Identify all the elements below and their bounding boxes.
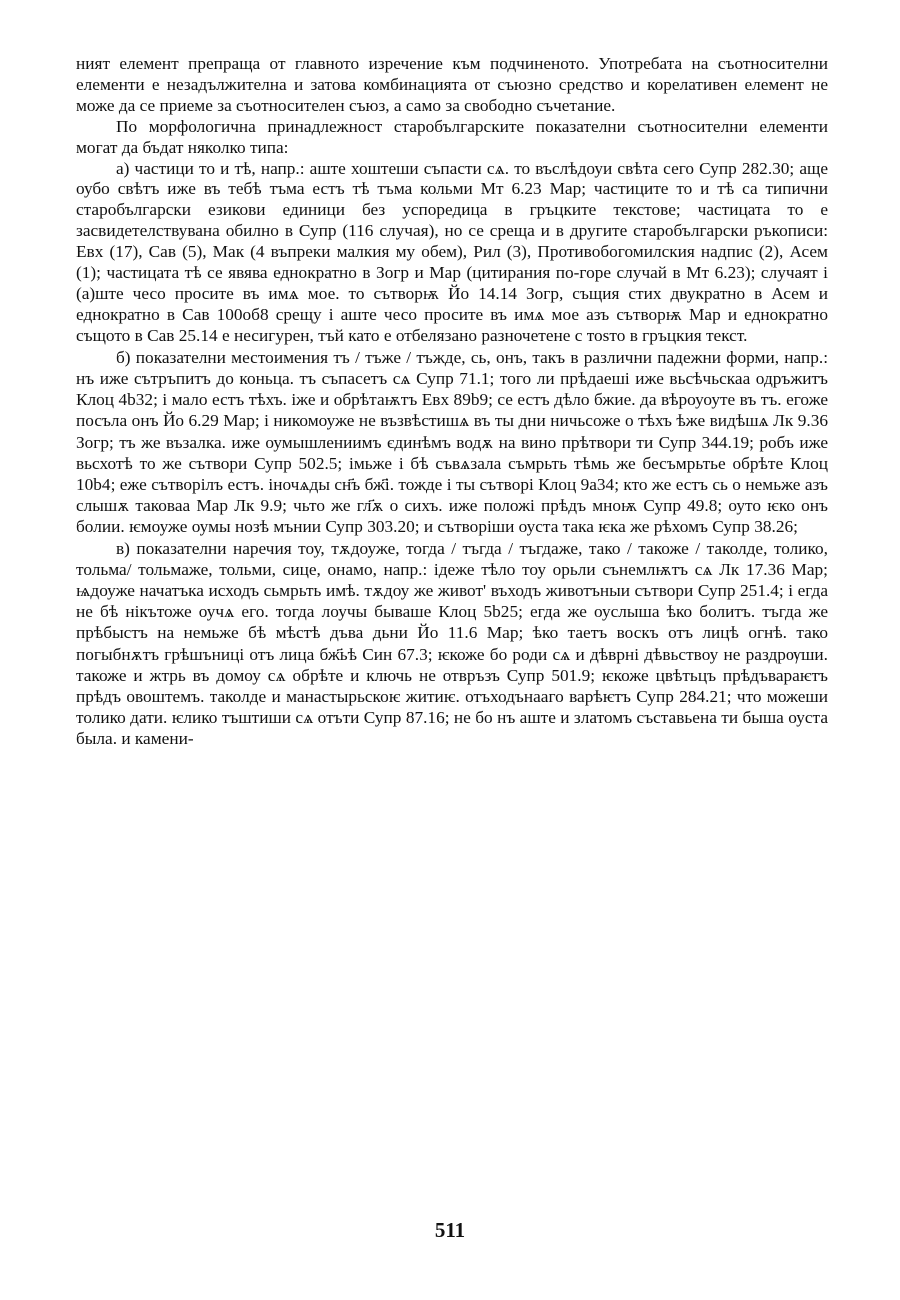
paragraph-a-particles: а) частици то и тѣ, напр.: аште хоштеши съпасти сѧ. то въслѣдоуи свѣта сего Супр 282.30; аще оубо свѣтъ иже въ тебѣ тъма естъ тѣ тъма кольми Мт 6.23 Мар; частиците то и тѣ са типични старобългарски езикови единици без успоредица в гръцките текстове; частицата то е засвидетелствувана обилно в Супр (116 случая), но се среща и в другите старобългарски ръкописи: Евх (17), Сав (5), Мак (4 въпреки малкия му обем), Рил (3), Противобогомилския надпис (2), Асем (1); частицата тѣ се явява еднократно в Зогр и Мар (цитирания по-горе случай в Мт 6.23); случаят і (а)ште чесо просите въ имѧ мое. то сътворѭ Йо 14.14 Зогр, същия стих двукратно в Асем и еднократно в Сав 100об8 срещу і аште чесо просите въ имѧ мое азъ сътворѭ Мар и еднократно същото в Сав 25.14 е несигурен, тъй като е отбелязано разночетене с тоѕто в гръцкия текст. [76,158,828,345]
text-body [76,54,828,750]
paragraph-continuation: ният елемент препраща от главното изречение към подчиненото. Употребата на съотносителни елементи е незадължителна и затова комбинацията от съюзно средство и корелативен елемент не може да се приеме за съотносителен съюз, а само за свободно съчетание. [76,54,828,115]
paragraph-types-intro: По морфологична принадлежност старобългарските показателни съотносителни елементи могат да бъдат няколко типа: [76,116,828,157]
page-number: 511 [434,1218,466,1242]
paragraph-c-adverbs: в) показателни наречия тоу, тѫдоуже, тогда / тъгда / тъгдаже, тако / такоже / таколде, толико, тольма/ тольмаже, тольми, сице, онамо, напр.: ідеже тѣло тоу орьли сънемлѭтъ сѧ Лк 17.36 Мар; ѩдоуже начатъка исходъ сьмрьть имѣ. тѫдоу же живот' въходъ животъныи сътвори Супр 251.4; і егда не бѣ нікътоже оучѧ его. тогда лоучы бываше Клоц 5b25; егда же оуслыша ѣко болитъ. тъгда же прѣбыстъ на немьже бѣ мѣстѣ дъва дьни Йо 11.6 Мар; ѣко таетъ воскъ отъ лицѣ огнѣ. тако погыбнѫтъ грѣшъниці отъ лица бж҃ьѣ Син 67.3; ѥкоже бо роди сѧ и дѣврні дѣвьствоу не раздрѹши. такоже и жтрь въ домоу сѧ обрѣте и ключь не отвръзъ Супр 501.9; ѥкоже цвѣтьцъ прѣдъвараѥтъ прѣдъ овоштемъ. таколде и манастырьскоѥ житиѥ. отъходънааго варѣѥтъ Супр 284.21; что можеши толико дати. ѥлико тъштиши сѧ отъти Супр 87.16; не бо нъ аште и златомъ съставьена ти быша оуста была. и камени- [76,538,828,749]
paragraph-b-pronouns: б) показателни местоимения тъ / тъже / тъжде, сь, онъ, такъ в различни падежни форми, напр.: нъ иже сътръпитъ до коньца. тъ съпасетъ сѧ Супр 71.1; того ли прѣдаеші иже вьсѣчьскаа одръжитъ Клоц 4b32; і мало естъ тѣхъ. іже и обрѣтаѭтъ Евх 89b9; се естъ дѣло бжие. да вѣроуоуте въ тъ. егоже посъла онъ Йо 6.29 Мар; і никомоуже не възвѣстишѧ въ ты дни ничьсоже о тѣхъ ѣже видѣшѧ Лк 9.36 Зогр; тъ же възалка. иже оумышлениимъ єдинѣмъ водѫ на вино прѣтвори ти Супр 344.19; робъ иже вьсхотѣ то же сътвори Супр 502.5; імьже і бѣ съвѧзала съмрьть тѣмь же бесъмрьтье обрѣте Клоц 10b4; еже сътворілъ естъ. іночѧды сн҃ъ бж҃і. тожде і ты сътворі Клоц 9a34; кто же естъ сь о немьже азъ слышѫ таковаа Мар Лк 9.9; чьто же гл҃ѫ о сихъ. иже положі прѣдъ мноѭ Супр 49.8; оуто ѥко онъ болии. ѥмоуже оумы нозѣ мънии Супр 303.20; и сътворіши оуста така ѥка же рѣхомъ Супр 38.26; [76,347,828,537]
